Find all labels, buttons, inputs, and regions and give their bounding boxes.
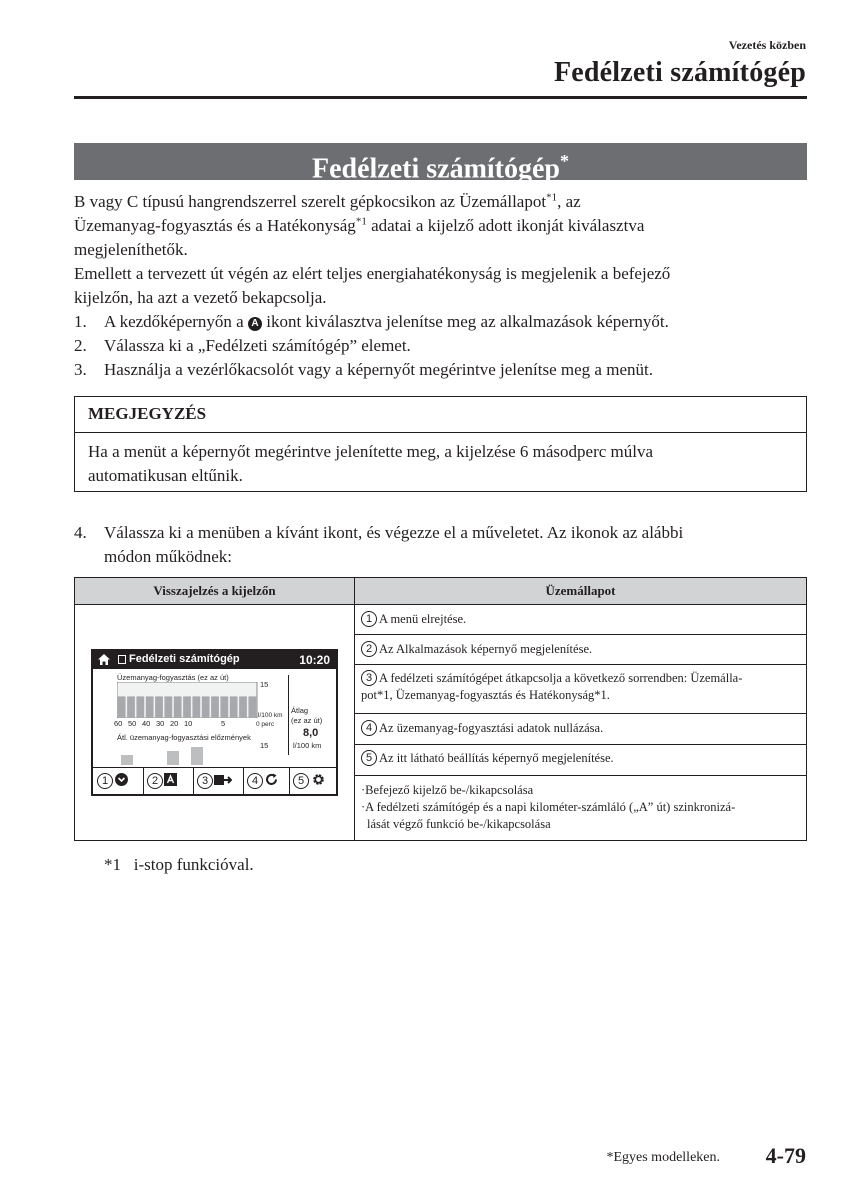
- step-text-b: ikont kiválasztva jelenítse meg az alkalmazások képernyőt.: [261, 312, 669, 331]
- chart-bar: [155, 696, 163, 718]
- page-number: 4-79: [765, 1143, 806, 1168]
- apps-button[interactable]: [145, 768, 191, 794]
- step-number: 2.: [74, 336, 87, 355]
- footnote-mark: *1: [104, 855, 121, 874]
- note-title: MEGJEGYZÉS: [88, 404, 207, 423]
- table-rule: [355, 744, 806, 745]
- footnote-ref: *1: [355, 215, 367, 228]
- switch-screen-button[interactable]: [195, 768, 241, 794]
- step-1: [74, 310, 807, 334]
- row-text: pot*1, Üzemanyag-fogyasztás és Hatékonyság*1.: [361, 688, 610, 702]
- bullet-item: lását végző funkció be-/kikapcsolása: [367, 817, 551, 831]
- footnote-ref: *1: [546, 191, 558, 204]
- page-title: Fedélzeti számítógép: [553, 57, 806, 88]
- number-badge: 3: [197, 773, 213, 789]
- x-tick: 20: [170, 719, 179, 728]
- footnote-text: i-stop funkcióval.: [133, 855, 254, 874]
- avg-sublabel: (ez az út): [291, 716, 323, 725]
- number-badge: 5: [293, 773, 309, 789]
- chevron-down-icon: [115, 773, 128, 786]
- table-row: [361, 720, 603, 737]
- intro-text: B vagy C típusú hangrendszerrel szerelt gépkocsikon az Üzemállapot: [74, 192, 547, 211]
- gear-icon: [312, 773, 325, 786]
- intro-line-1: [74, 190, 807, 214]
- table-header-state: Üzemállapot: [355, 578, 806, 604]
- button-divider: [289, 768, 290, 794]
- step-text: Válassza ki a „Fedélzeti számítógép” elemet.: [104, 336, 411, 355]
- intro-line-5: kijelzőn, ha azt a vezető bekapcsolja.: [74, 288, 327, 307]
- step-2: [74, 334, 807, 358]
- intro-text: Üzemanyag-fogyasztás és a Hatékonyság: [74, 216, 356, 235]
- chart-bar: [211, 696, 219, 718]
- screen-title: Fedélzeti számítógép: [129, 653, 240, 665]
- table-header-display: Visszajelzés a kijelzőn: [75, 578, 354, 604]
- reset-button[interactable]: [245, 768, 287, 794]
- table-row: [361, 611, 466, 628]
- avg-label: Átlag: [291, 706, 309, 715]
- table-rule: [355, 713, 806, 714]
- switch-icon: [214, 773, 232, 786]
- x-tick: 40: [142, 719, 151, 728]
- intro-text: , az: [557, 192, 581, 211]
- number-badge: 3: [361, 670, 377, 686]
- step-4: [74, 521, 807, 569]
- number-badge: 2: [147, 773, 163, 789]
- screen-time: 10:20: [299, 653, 330, 667]
- number-badge: 1: [97, 773, 113, 789]
- note-body: [88, 440, 793, 488]
- chart-bar: [136, 696, 144, 718]
- avg-value: 8,0: [303, 727, 319, 739]
- chart-bar: [118, 696, 126, 718]
- banner-mark: *: [560, 151, 570, 171]
- number-badge: 4: [247, 773, 263, 789]
- note-header: [75, 397, 806, 433]
- unit-label: l/100 km: [258, 712, 283, 719]
- number-badge: 2: [361, 641, 377, 657]
- table-row: [361, 641, 592, 658]
- chart-bar: [192, 696, 200, 718]
- step-3: [74, 358, 807, 382]
- x-tick: 50: [128, 719, 137, 728]
- fuel-chart: [117, 682, 263, 718]
- row-text: A menü elrejtése.: [379, 612, 467, 626]
- intro-line-4: Emellett a tervezett út végén az elért teljes energiahatékonyság is megjelenik a befejező: [74, 264, 671, 283]
- x-tick: 10: [184, 719, 193, 728]
- table-rule: [354, 578, 355, 840]
- button-divider: [143, 768, 144, 794]
- button-divider: [193, 768, 194, 794]
- number-badge: 1: [361, 611, 377, 627]
- avg-unit: l/100 km: [293, 741, 322, 750]
- note-line: Ha a menüt a képernyőt megérintve jelenítette meg, a kijelzése 6 másodperc múlva: [88, 442, 654, 461]
- number-badge: 4: [361, 720, 377, 736]
- number-badge: 5: [361, 750, 377, 766]
- note-line: automatikusan eltűnik.: [88, 466, 243, 485]
- chart2-y-label: 15: [260, 741, 269, 750]
- intro-text: adatai a kijelző adott ikonját kiválasztva: [366, 216, 645, 235]
- step-text: [104, 521, 804, 569]
- screen-button-bar: [93, 767, 336, 794]
- step-text-a: A kezdőképernyőn a: [104, 312, 248, 331]
- table-rule: [355, 775, 806, 776]
- table-rule: [75, 604, 806, 605]
- step-text-b: módon működnek:: [104, 547, 232, 566]
- x-tick: 60: [114, 719, 123, 728]
- screen-titlebar: [93, 651, 336, 669]
- banner-title: Fedélzeti számítógép: [311, 153, 561, 185]
- table-row: [361, 670, 801, 704]
- zero-label: 0 perc: [256, 721, 275, 728]
- section-banner: [74, 143, 807, 185]
- step-number: 3.: [74, 360, 87, 379]
- chart-bar: [164, 696, 172, 718]
- note-box: [74, 396, 807, 492]
- history-chart: [117, 743, 263, 765]
- footnote: [104, 855, 254, 875]
- intro-line-3: megjeleníthetők.: [74, 240, 188, 259]
- display-screen: [91, 649, 338, 796]
- footer-note: *Egyes modelleken.: [606, 1150, 720, 1165]
- table-row: [361, 750, 614, 767]
- step-text: [104, 310, 804, 334]
- fuel-icon: [118, 655, 126, 664]
- chart-bar: [127, 696, 135, 718]
- chart-bar: [202, 696, 210, 718]
- step-number: 1.: [74, 312, 87, 331]
- table-rule: [355, 634, 806, 635]
- header-rule: [74, 96, 807, 99]
- x-tick: 5: [221, 719, 226, 728]
- bullet-item: ·Befejező kijelző be-/kikapcsolása: [361, 783, 534, 797]
- chart-bar: [239, 696, 247, 718]
- chart2-label: Átl. üzemanyag-fogyasztási előzmények: [117, 733, 251, 742]
- step-number: 4.: [74, 523, 87, 542]
- row-text: Az Alkalmazások képernyő megjelenítése.: [379, 642, 593, 656]
- settings-button[interactable]: [291, 768, 334, 794]
- table-rule: [355, 664, 806, 665]
- chart-bar: [230, 696, 238, 718]
- apps-icon: [164, 773, 177, 786]
- divider: [288, 675, 289, 755]
- step-text: Használja a vezérlőkacsolót vagy a képernyőt megérintve jelenítse meg a menüt.: [104, 360, 653, 379]
- intro-line-2: [74, 214, 807, 238]
- chart-bar: [248, 696, 256, 718]
- row-text: Az üzemanyag-fogyasztási adatok nullázása.: [379, 721, 604, 735]
- bullet-item: ·A fedélzeti számítógép és a napi kilométer-számláló („A” út) szinkronizá-: [361, 800, 736, 814]
- section-label: Vezetés közben: [728, 38, 806, 52]
- chart-bar: [183, 696, 191, 718]
- bullet-list: [361, 782, 801, 833]
- button-divider: [243, 768, 244, 794]
- chart-bar: [220, 696, 228, 718]
- chart1-label: Üzemanyag-fogyasztás (ez az út): [117, 673, 229, 682]
- row-text: Az itt látható beállítás képernyő megjelenítése.: [379, 751, 614, 765]
- y-max-label: 15: [260, 680, 269, 689]
- step-text-a: Válassza ki a menüben a kívánt ikont, és végezze el a műveletet. Az ikonok az alábbi: [104, 523, 684, 542]
- apps-icon: A: [248, 317, 262, 331]
- chart-bar: [174, 696, 182, 718]
- chart-bar: [146, 696, 154, 718]
- row-text: A fedélzeti számítógépet átkapcsolja a következő sorrendben: Üzemálla-: [379, 671, 743, 685]
- hide-menu-button[interactable]: [95, 768, 141, 794]
- home-icon[interactable]: [98, 654, 110, 665]
- x-tick: 30: [156, 719, 165, 728]
- refresh-icon: [265, 773, 278, 786]
